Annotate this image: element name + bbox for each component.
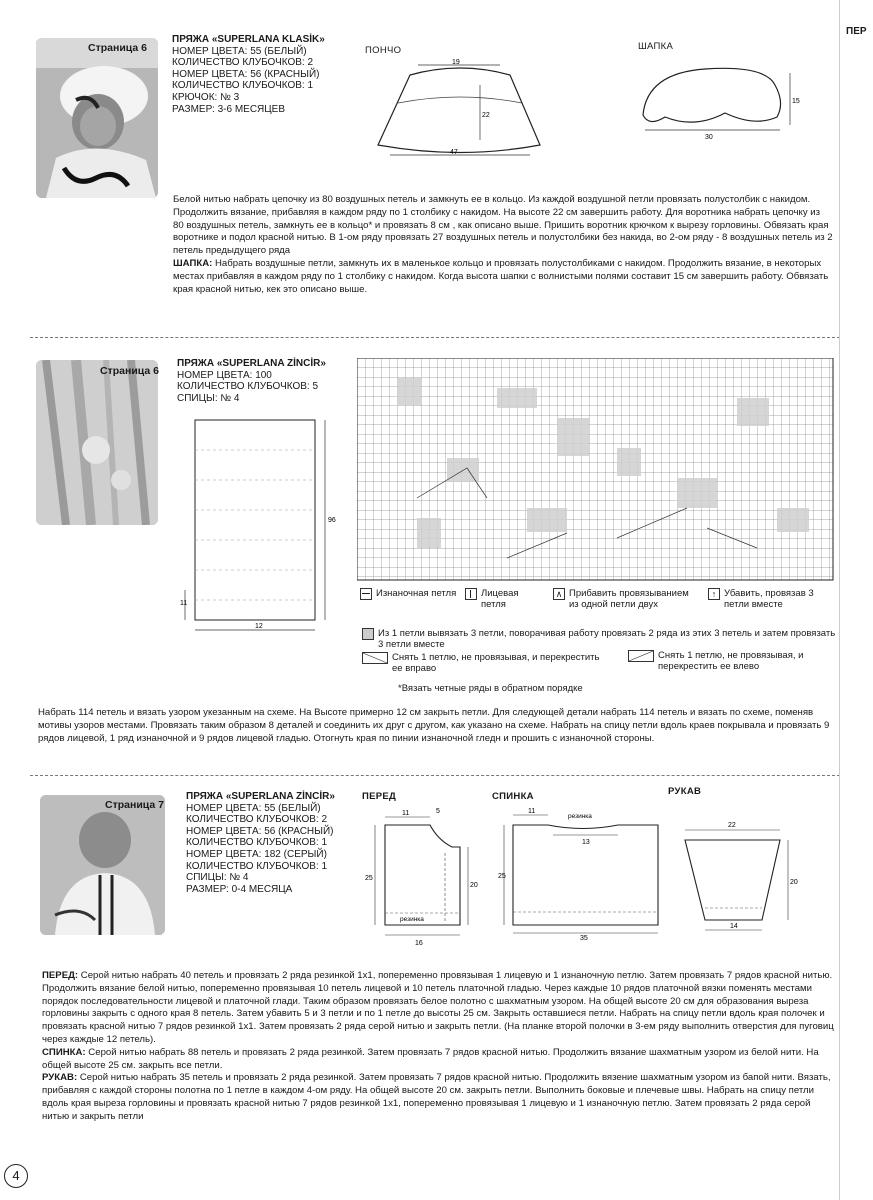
back-dim-neck: 13 [582, 839, 590, 846]
legend-bobble [362, 628, 837, 650]
spec-line: РАЗМЕР: 3-6 МЕСЯЦЕВ [172, 103, 286, 115]
back-instructions-label: СПИНКА: [42, 1046, 86, 1058]
blanket-photo-frame [36, 360, 158, 525]
legend-decrease-text: Убавить, провязав 3 петли вместе [724, 588, 814, 610]
section3-spec [186, 791, 335, 895]
spec-line: НОМЕР ЦВЕТА: 100 [177, 369, 272, 381]
spec-line: КРЮЧОК: № 3 [172, 91, 240, 103]
poncho-dim-side: 22 [482, 112, 490, 119]
back-dim-height: 25 [498, 873, 506, 880]
spec-line: СПИЦЫ: № 4 [186, 872, 249, 884]
front-rib-label: резинка [400, 916, 424, 923]
section3-body [42, 970, 837, 1124]
legend-increase-text: Прибавить провязыванием из одной петли двух [569, 588, 689, 610]
legend-note: *Вязать четные ряды в обратном порядке [398, 683, 583, 694]
knit-stitch-icon [465, 588, 477, 600]
hat-title: ШАПКА [638, 41, 674, 52]
baby-poncho-photo [36, 38, 158, 198]
front-dim-top: 11 [402, 810, 410, 817]
legend-decrease [708, 588, 838, 610]
legend-cross-left-text: Снять 1 петлю, не провязывая, и перекрестить ее влево [658, 650, 804, 672]
spec-line: НОМЕР ЦВЕТА: 55 (БЕЛЫЙ) [186, 802, 321, 814]
section-divider [30, 337, 840, 339]
spec-line: СПИЦЫ: № 4 [177, 392, 240, 404]
front-dim-neck: 5 [436, 808, 440, 815]
cross-left-icon [628, 650, 654, 662]
sleeve-instructions-text: Серой нитью набрать 35 петель и провязать 2 ряда резинкой. Затем провязать 7 рядов красной нитью. Продолжить вязение шахматным узором из бапой нити. Вязать, прибавляя с каждой стороны полотна по 1 петле в каждом 4-ом ряду. На общей высоте 20 см. закрыть петли. Выполнить боковые и плечевые швы. Набрать на спицу петли вдоль края выреза горловины и провязать красной нитью 7 рядов резинкой 1x1, попеременно провязывая 1 лицевую и 1 изнаночную петлю. Затем провязать 2 ряда серой нитью и закрыть петли [42, 1072, 831, 1122]
sleeve-title: РУКАВ [668, 786, 702, 797]
next-page-edge [839, 0, 873, 1200]
sleeve-diagram [680, 810, 810, 935]
poncho-diagram [370, 55, 550, 165]
section3-yarn: ПРЯЖА «SUPERLANA ZİNCİR» [186, 791, 335, 802]
panel-dim-corner: 11 [180, 600, 188, 607]
page-number: 4 [4, 1164, 28, 1188]
poncho-dim-top: 19 [452, 59, 460, 66]
section1-page-label: Страница 6 [88, 42, 147, 54]
front-dim-height: 25 [365, 875, 373, 882]
baby-cardigan-photo [40, 795, 165, 935]
section-divider [30, 775, 840, 777]
decrease-icon: ↑ [708, 588, 720, 600]
sleeve-dim-bottom: 14 [730, 923, 738, 930]
front-title: ПЕРЕД [362, 791, 397, 802]
back-diagram [498, 800, 668, 940]
hat-diagram [635, 55, 810, 145]
back-title: СПИНКА [492, 791, 534, 802]
sleeve-instructions-label: РУКАВ: [42, 1072, 78, 1084]
legend-knit [465, 588, 550, 610]
section2-yarn: ПРЯЖА «SUPERLANA ZİNCİR» [177, 358, 326, 369]
section1-body [173, 194, 833, 296]
section1-yarn: ПРЯЖА «SUPERLANA KLASİK» [172, 34, 325, 45]
back-dim-top: 11 [528, 808, 536, 815]
front-diagram [360, 805, 490, 950]
spec-line: КОЛИЧЕСТВО КЛУБОЧКОВ: 1 [186, 860, 328, 872]
increase-icon: ∧ [553, 588, 565, 600]
next-page-heading: ПЕР [846, 26, 867, 37]
front-instructions-text: Серой нитью набрать 40 петель и провязать 2 ряда резинкой 1x1, попеременно провязывая 1 лицевую и 1 изнаночную петлю. Затем провязать 7 рядов красной нитью. Продолжить вязание белой нитью, попеременно провязывая 10 петель лицевой и 10 петель платочной гладью. Через каждые 10 рядов платочной вязки поменять местами порядок последовательности лицевой и платочной глади. Таким образом провязать белое полотно с шахматным узором. На общей высоте 20 см для образования выреза горловины закрыть с одного края 8 петель. Затем убавить 5 и 3 петли и по 1 петле до высоты 25 см. Закрыть оставшиеся петли. Набрать на спицу петли вдоль края полочек и провязать красной нитью 7 рядов резинкой 1x1. Затем провязать 2 ряда серой нитью и закрыть петли. (На планке второй полочки в 3-ем ряду выполнить отверстия для пуговиц через каждые 12 петель). [42, 970, 834, 1045]
section1-body-text: Белой нитью набрать цепочку из 80 воздушных петель и замкнуть ее в кольцо. Из каждой воздушной петли провязать полустолбик с накидом. Продолжить вязание, прибавляя в каждом ряду по 1 столбику с накидом. На высоте 22 см завершить работу. Для воротника набрать цепочку из 80 воздушных петель, замкнуть ее в кольцо* и провязать 8 см , как описано выше. Пришить воротник крючком к вырезу горловины. Обвязать края воротнике и подол красной нитью. В 1-ом ряду провязать 27 воздушных петель и полустолбики без накида, во 2-ом ряду - 8 воздушных петель из 2 петель предыдущего ряда [173, 194, 833, 257]
front-dim-inner: 20 [470, 882, 478, 889]
section1-spec [172, 34, 325, 115]
hat-dim-width: 30 [705, 134, 713, 141]
poncho-title: ПОНЧО [365, 45, 402, 56]
section2-body: Набрать 114 петель и вязать узором укезанным на схеме. На Высоте примерно 12 см закрыть петли. Для следующей детали набрать 114 петель и вязать по схеме, поменяв мотивы узоров местами. Провязать таким образом 8 деталей и соединить их друг с другом, как указано на схеме. Набрать на спицу петли вдоль краев покрывала и провязать 9 рядов лицевой, 1 ряд изнаночной и 9 рядов лицевой гладью. Отогнуть края по пинии изнаночной гледн и прошить с изнаночной стороны. [38, 707, 830, 744]
legend-purl [360, 588, 480, 600]
legend-cross-right [362, 652, 612, 674]
bobble-icon [362, 628, 374, 640]
spec-line: КОЛИЧЕСТВО КЛУБОЧКОВ: 2 [172, 57, 314, 69]
poncho-dim-bottom: 47 [450, 149, 458, 156]
spec-line: НОМЕР ЦВЕТА: 56 (КРАСНЫЙ) [172, 68, 320, 80]
panel-dim-height: 96 [328, 517, 336, 524]
front-instructions-label: ПЕРЕД: [42, 970, 79, 981]
sleeve-dim-height: 20 [790, 879, 798, 886]
baby-cardigan-photo-frame [40, 795, 165, 935]
front-dim-bottom: 16 [415, 940, 423, 947]
panel-dim-width: 12 [255, 623, 263, 630]
back-dim-bottom: 35 [580, 935, 588, 940]
cross-right-icon [362, 652, 388, 664]
section2-page-label: Страница 6 [100, 365, 159, 377]
legend-cross-left [628, 650, 838, 672]
section3-page-label: Страница 7 [105, 799, 164, 811]
legend-cross-right-text: Снять 1 петлю, не провязывая, и перекрестить ее вправо [392, 652, 600, 674]
blanket-photo [36, 360, 158, 525]
legend-increase [553, 588, 703, 610]
hat-dim-height: 15 [792, 98, 800, 105]
legend-purl-text: Изнаночная петля [376, 588, 457, 599]
spec-line: НОМЕР ЦВЕТА: 55 (БЕЛЫЙ) [172, 45, 307, 57]
section2-spec [177, 358, 326, 404]
spec-line: НОМЕР ЦВЕТА: 56 (КРАСНЫЙ) [186, 825, 334, 837]
back-instructions-text: Серой нитью набрать 88 петель и провязать 2 ряда резинкой. Затем провязать 7 рядов красной нитью. Продолжить вязание шахматным узором из белой нити. На общей высоте 25 см. закрыть все петли. [42, 1046, 819, 1071]
hat-instructions-label: ШАПКА: [173, 257, 213, 269]
legend-bobble-text: Из 1 петли вывязать 3 петли, поворачивая работу провязать 2 ряда из этих 3 петель и затем провязать 3 петли вместе [378, 628, 836, 650]
spec-line: КОЛИЧЕСТВО КЛУБОЧКОВ: 2 [186, 814, 328, 826]
hat-instructions-text: Набрать воздушные петли, замкнуть их в маленькое кольцо и провязать полустолбиками с накидом. Продолжить вязание, в некоторых местах прибавляя в каждом ряду по 1 столбику с накидом. Когда высота шапки с волнистыми полями составит 15 см завершить работу. Обвязать края красной нитью, кек это описано выше. [173, 257, 829, 295]
back-rib-label: резинка [568, 813, 592, 820]
spec-line: РАЗМЕР: 0-4 МЕСЯЦА [186, 883, 293, 895]
baby-hat-photo-frame [36, 38, 158, 198]
blanket-panel-diagram [180, 410, 350, 640]
spec-line: КОЛИЧЕСТВО КЛУБОЧКОВ: 1 [186, 837, 328, 849]
purl-stitch-icon [360, 588, 372, 600]
legend-knit-text: Лицевая петля [481, 588, 519, 610]
sleeve-dim-top: 22 [728, 822, 736, 829]
spec-line: НОМЕР ЦВЕТА: 182 (СЕРЫЙ) [186, 848, 327, 860]
knitting-chart-grid [357, 358, 837, 583]
spec-line: КОЛИЧЕСТВО КЛУБОЧКОВ: 5 [177, 381, 319, 393]
spec-line: КОЛИЧЕСТВО КЛУБОЧКОВ: 1 [172, 80, 314, 92]
